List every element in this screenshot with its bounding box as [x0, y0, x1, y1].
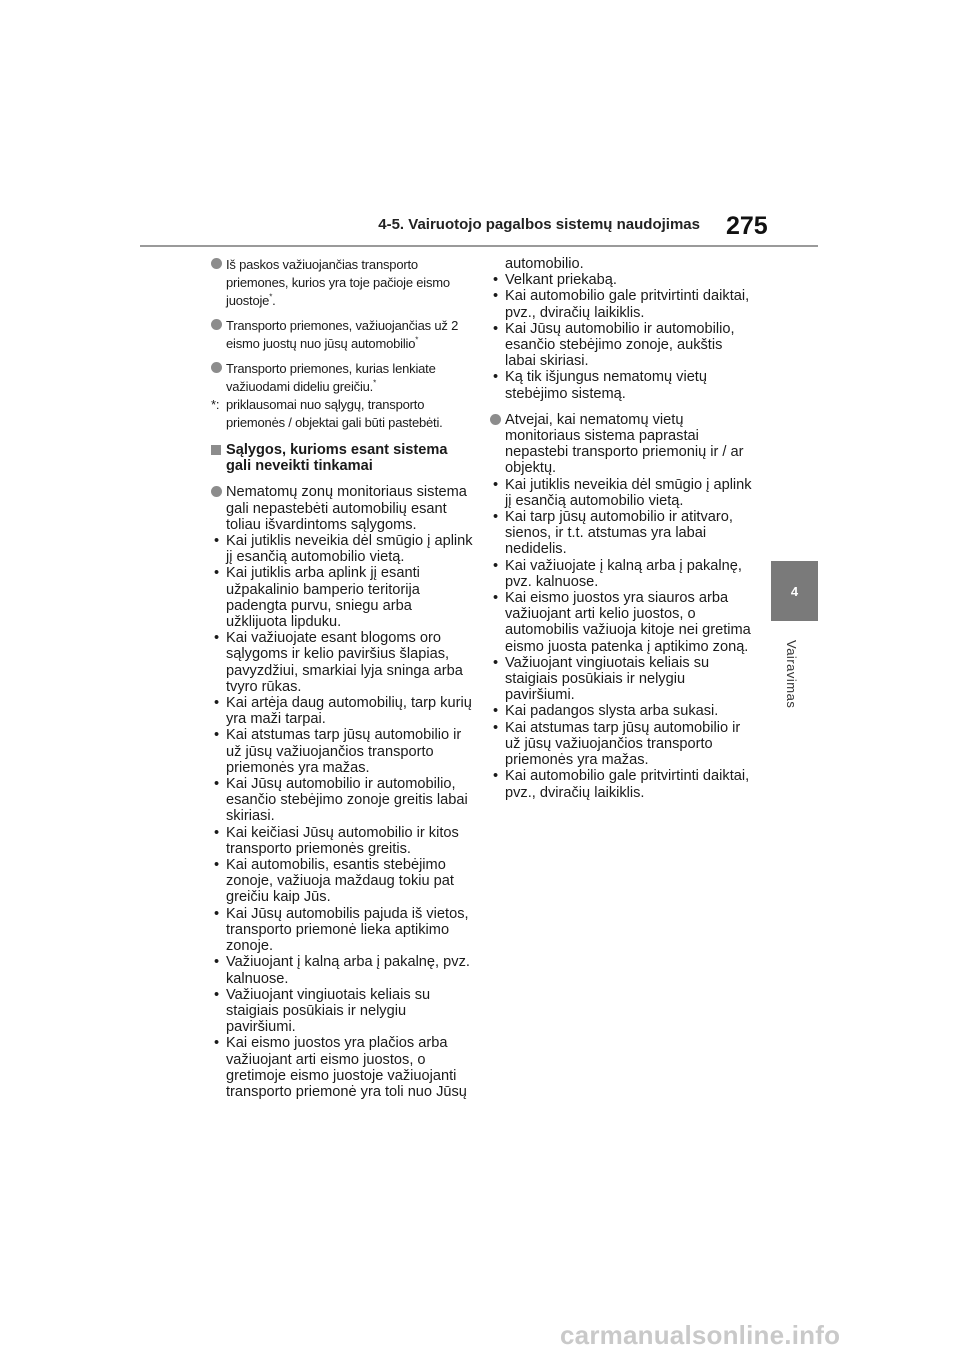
list-item: • Ką tik išjungus nematomų vietų stebėjimo sistemą. [490, 369, 756, 401]
list-item: • Važiuojant vingiuotais keliais su staigiais posūkiais ir nelygiu paviršiumi. [211, 987, 473, 1036]
bullet-text: Iš paskos važiuojančias transporto priemones, kurios yra toje pačioje eismo juostoje [226, 257, 450, 308]
list-item: • Važiuojant vingiuotais keliais su staigiais posūkiais ir nelygiu paviršiumi. [490, 655, 756, 704]
chapter-title: 4-5. Vairuotojo pagalbos sistemų naudojimas [378, 216, 700, 233]
page-number: 275 [726, 212, 768, 240]
chapter-tab-number: 4 [790, 583, 799, 599]
bullet-dot-icon [490, 414, 501, 425]
list-item: • Kai atstumas tarp jūsų automobilio ir už jūsų važiuojančios transporto priemonės yra mažas. [490, 720, 756, 769]
list-continuation: automobilio. [505, 256, 584, 272]
bullet-end: . [272, 293, 276, 308]
conditions-list [211, 533, 473, 1100]
right-column [490, 256, 756, 801]
list-item: • Kai atstumas tarp jūsų automobilio ir už jūsų važiuojančios transporto priemonės yra mažas. [211, 727, 473, 776]
intro-text: Nematomų zonų monitoriaus sistema gali nepastebėti automobilių esant toliau išvardintoms sąlygoms. [226, 484, 467, 533]
intro-paragraph-2 [490, 412, 756, 477]
section-heading [211, 442, 473, 474]
list-item: • Kai važiuojate esant blogoms oro sąlygoms ir kelio paviršius šlapias, pavyzdžiui, smarkiai lyja sninga arba tvyro rūkas. [211, 630, 473, 695]
list-item: • Velkant priekabą. [490, 272, 756, 288]
list-item: • Kai padangos slysta arba sukasi. [490, 703, 756, 719]
section-heading-text: Sąlygos, kurioms esant sistema gali neveikti tinkamai [226, 442, 448, 475]
footnote-text: priklausomai nuo sąlygų, transporto priemonės / objektai gali būti pastebėti. [226, 397, 443, 430]
footnote-mark: *: [211, 397, 220, 412]
footnote [211, 396, 473, 432]
bullet-text: Transporto priemones, kurias lenkiate važiuodami dideliu greičiu. [226, 361, 436, 394]
bullet-dot-icon [211, 486, 222, 497]
list-item: • Kai jutiklis arba aplink jį esanti užpakalinio bamperio teritorija padengta purvu, sniegu arba užklijuota lipduku. [211, 565, 473, 630]
list-item: • Kai artėja daug automobilių, tarp kurių yra maži tarpai. [211, 695, 473, 727]
left-column [211, 256, 473, 1100]
list-item: • Kai tarp jūsų automobilio ir atitvaro, sienos, ir t.t. atstumas yra labai nedidelis. [490, 509, 756, 558]
list-item: • Kai eismo juostos yra siauros arba važiuojant arti kelio juostos, o automobilis važiuoja kitoje nei gretima eismo juosta patenka į aptikimo zoną. [490, 590, 756, 655]
header-divider [140, 245, 818, 247]
bullet-same-lane [211, 256, 473, 310]
list-item: • Kai keičiasi Jūsų automobilio ir kitos transporto priemonės greitis. [211, 825, 473, 857]
chapter-tab-label: Vairavimas [784, 640, 799, 709]
list-item: • Kai automobilio gale pritvirtinti daiktai, pvz., dviračių laikiklis. [490, 288, 756, 320]
list-item: • Kai automobilio gale pritvirtinti daiktai, pvz., dviračių laikiklis. [490, 768, 756, 800]
square-bullet-icon [211, 445, 221, 455]
footnote-mark: * [269, 292, 273, 302]
bullet-dot-icon [211, 319, 222, 330]
list-item: • Kai Jūsų automobilio ir automobilio, esančio stebėjimo zonoje, aukštis labai skiriasi. [490, 321, 756, 370]
bullet-dot-icon [211, 362, 222, 373]
chapter-tab [771, 561, 818, 621]
footnote-mark: * [373, 378, 376, 388]
bullet-overtaken [211, 360, 473, 396]
list-item: • Kai jutiklis neveikia dėl smūgio į aplink jį esančią automobilio vietą. [211, 533, 473, 565]
bullet-two-lanes [211, 317, 473, 353]
site-watermark: carmanualsonline.info [560, 1320, 841, 1350]
bullet-text: Transporto priemones, važiuojančias už 2 eismo juostų nuo jūsų automobilio [226, 318, 459, 351]
bullet-dot-icon [211, 258, 222, 269]
list-item: • Kai eismo juostos yra plačios arba važiuojant arti eismo juostos, o gretimoje eismo juostoje važiuojanti transporto priemonė yra toli nuo Jūsų [211, 1035, 473, 1100]
list-item: • Kai Jūsų automobilio ir automobilio, esančio stebėjimo zonoje greitis labai skiriasi. [211, 776, 473, 825]
intro-paragraph [211, 484, 473, 533]
list-item: • Kai automobilis, esantis stebėjimo zonoje, važiuoja maždaug tokiu pat greičiu kaip Jūs. [211, 857, 473, 906]
undetected-cases-list [490, 477, 756, 801]
intro-text: Atvejai, kai nematomų vietų monitoriaus sistema paprastai nepastebi transporto priemonių ir / ar objektų. [505, 411, 744, 477]
footnote-mark: * [415, 335, 419, 345]
conditions-list-continued [490, 272, 756, 402]
list-item: • Kai Jūsų automobilis pajuda iš vietos, transporto priemonė lieka aptikimo zonoje. [211, 906, 473, 955]
list-item: • Važiuojant į kalną arba į pakalnę, pvz. kalnuose. [211, 954, 473, 986]
list-item: • Kai važiuojate į kalną arba į pakalnę, pvz. kalnuose. [490, 558, 756, 590]
list-item: • Kai jutiklis neveikia dėl smūgio į aplink jį esančią automobilio vietą. [490, 477, 756, 509]
